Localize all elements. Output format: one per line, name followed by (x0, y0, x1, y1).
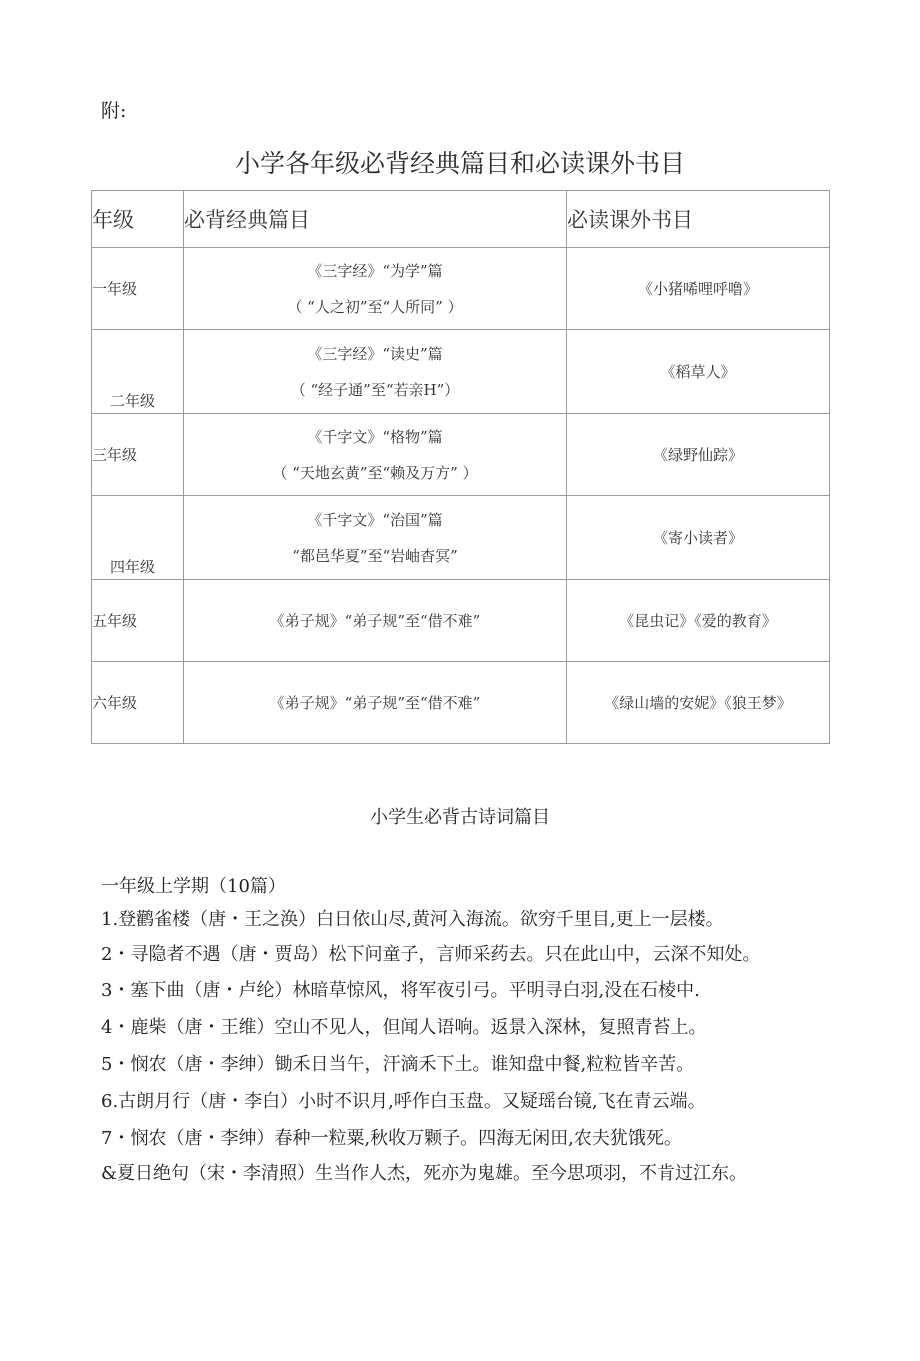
grade-cell: 一年级 (92, 248, 184, 330)
reading-cell: 《小猪唏哩呼噜》 (567, 248, 830, 330)
classics-line: 《三字经》“为学”篇 (307, 261, 443, 280)
grade-cell: 三年级 (92, 414, 184, 496)
reading-cell: 《昆虫记》《爱的教育》 (567, 580, 830, 662)
table-row (92, 580, 830, 662)
classics-range: “都邑华夏”至“岩岫杳冥” (292, 546, 458, 565)
table-row (92, 662, 830, 744)
poem-item: 7・悯农（唐・李绅）春种一粒粟,秋收万颗子。四海无闲田,农夫犹饿死。 (101, 1128, 682, 1149)
classics-line: 《三字经》“读史”篇 (307, 344, 443, 363)
table-row (92, 496, 830, 580)
poem-item: 1.登鹳雀楼（唐・王之涣）白日依山尽,黄河入海流。欲穷千里目,更上一层楼。 (101, 909, 724, 930)
classics-cell (184, 248, 567, 330)
poem-item: 2・寻隐者不遇（唐・贾岛）松下问童子，言师采药去。只在此山中，云深不知处。 (101, 944, 761, 965)
grade-cell: 五年级 (92, 580, 184, 662)
reading-list-table (91, 190, 830, 744)
classics-cell: 《弟子规》“弟子规”至“借不难” (184, 580, 567, 662)
classics-line: 《千字文》“治国”篇 (307, 510, 443, 529)
classics-range: （ “经子通”至“若亲H”） (290, 380, 460, 399)
classics-cell: 《弟子规》“弟子规”至“借不难” (184, 662, 567, 744)
table-row (92, 248, 830, 330)
reading-cell: 《绿野仙踪》 (567, 414, 830, 496)
reading-cell: 《寄小读者》 (567, 496, 830, 580)
attachment-label: 附: (101, 100, 127, 122)
header-reading: 必读课外书目 (567, 191, 830, 248)
classics-range: （ “人之初”至“人所同” ） (287, 297, 463, 316)
classics-cell (184, 496, 567, 580)
table-row (92, 414, 830, 496)
reading-cell: 《绿山墙的安妮》《狼王梦》 (567, 662, 830, 744)
poem-item: &夏日绝句（宋・李清照）生当作人杰，死亦为鬼雄。至今思项羽，不肯过江东。 (101, 1163, 748, 1184)
grade-cell: 四年级 (92, 496, 184, 580)
header-grade: 年级 (92, 191, 184, 248)
poems-section-title: 小学生必背古诗词篇目 (370, 807, 550, 828)
term-heading: 一年级上学期（10篇） (101, 876, 286, 897)
poem-item: 6.古朗月行（唐・李白）小时不识月,呼作白玉盘。又疑瑶台镜,飞在青云端。 (101, 1091, 706, 1112)
grade-cell: 二年级 (92, 330, 184, 414)
poem-item: 4・鹿柴（唐・王维）空山不见人，但闻人语响。返景入深林，复照青苔上。 (101, 1017, 707, 1038)
poem-list (101, 872, 821, 1196)
reading-cell: 《稻草人》 (567, 330, 830, 414)
header-classics: 必背经典篇目 (184, 191, 567, 248)
page-title: 小学各年级必背经典篇目和必读课外书目 (234, 149, 685, 178)
classics-range: （ “天地玄黄”至“赖及万方” ） (272, 463, 478, 482)
poem-item: 5・悯农（唐・李绅）锄禾日当午，汗滴禾下土。谁知盘中餐,粒粒皆辛苦。 (101, 1054, 695, 1075)
classics-cell (184, 414, 567, 496)
table-header-row (92, 191, 830, 248)
poem-item: 3・塞下曲（唐・卢纶）林暗草惊风，将军夜引弓。平明寻白羽,没在石棱中. (101, 980, 700, 1001)
grade-cell: 六年级 (92, 662, 184, 744)
table-row (92, 330, 830, 414)
classics-cell (184, 330, 567, 414)
classics-line: 《千字文》“格物”篇 (307, 427, 443, 446)
